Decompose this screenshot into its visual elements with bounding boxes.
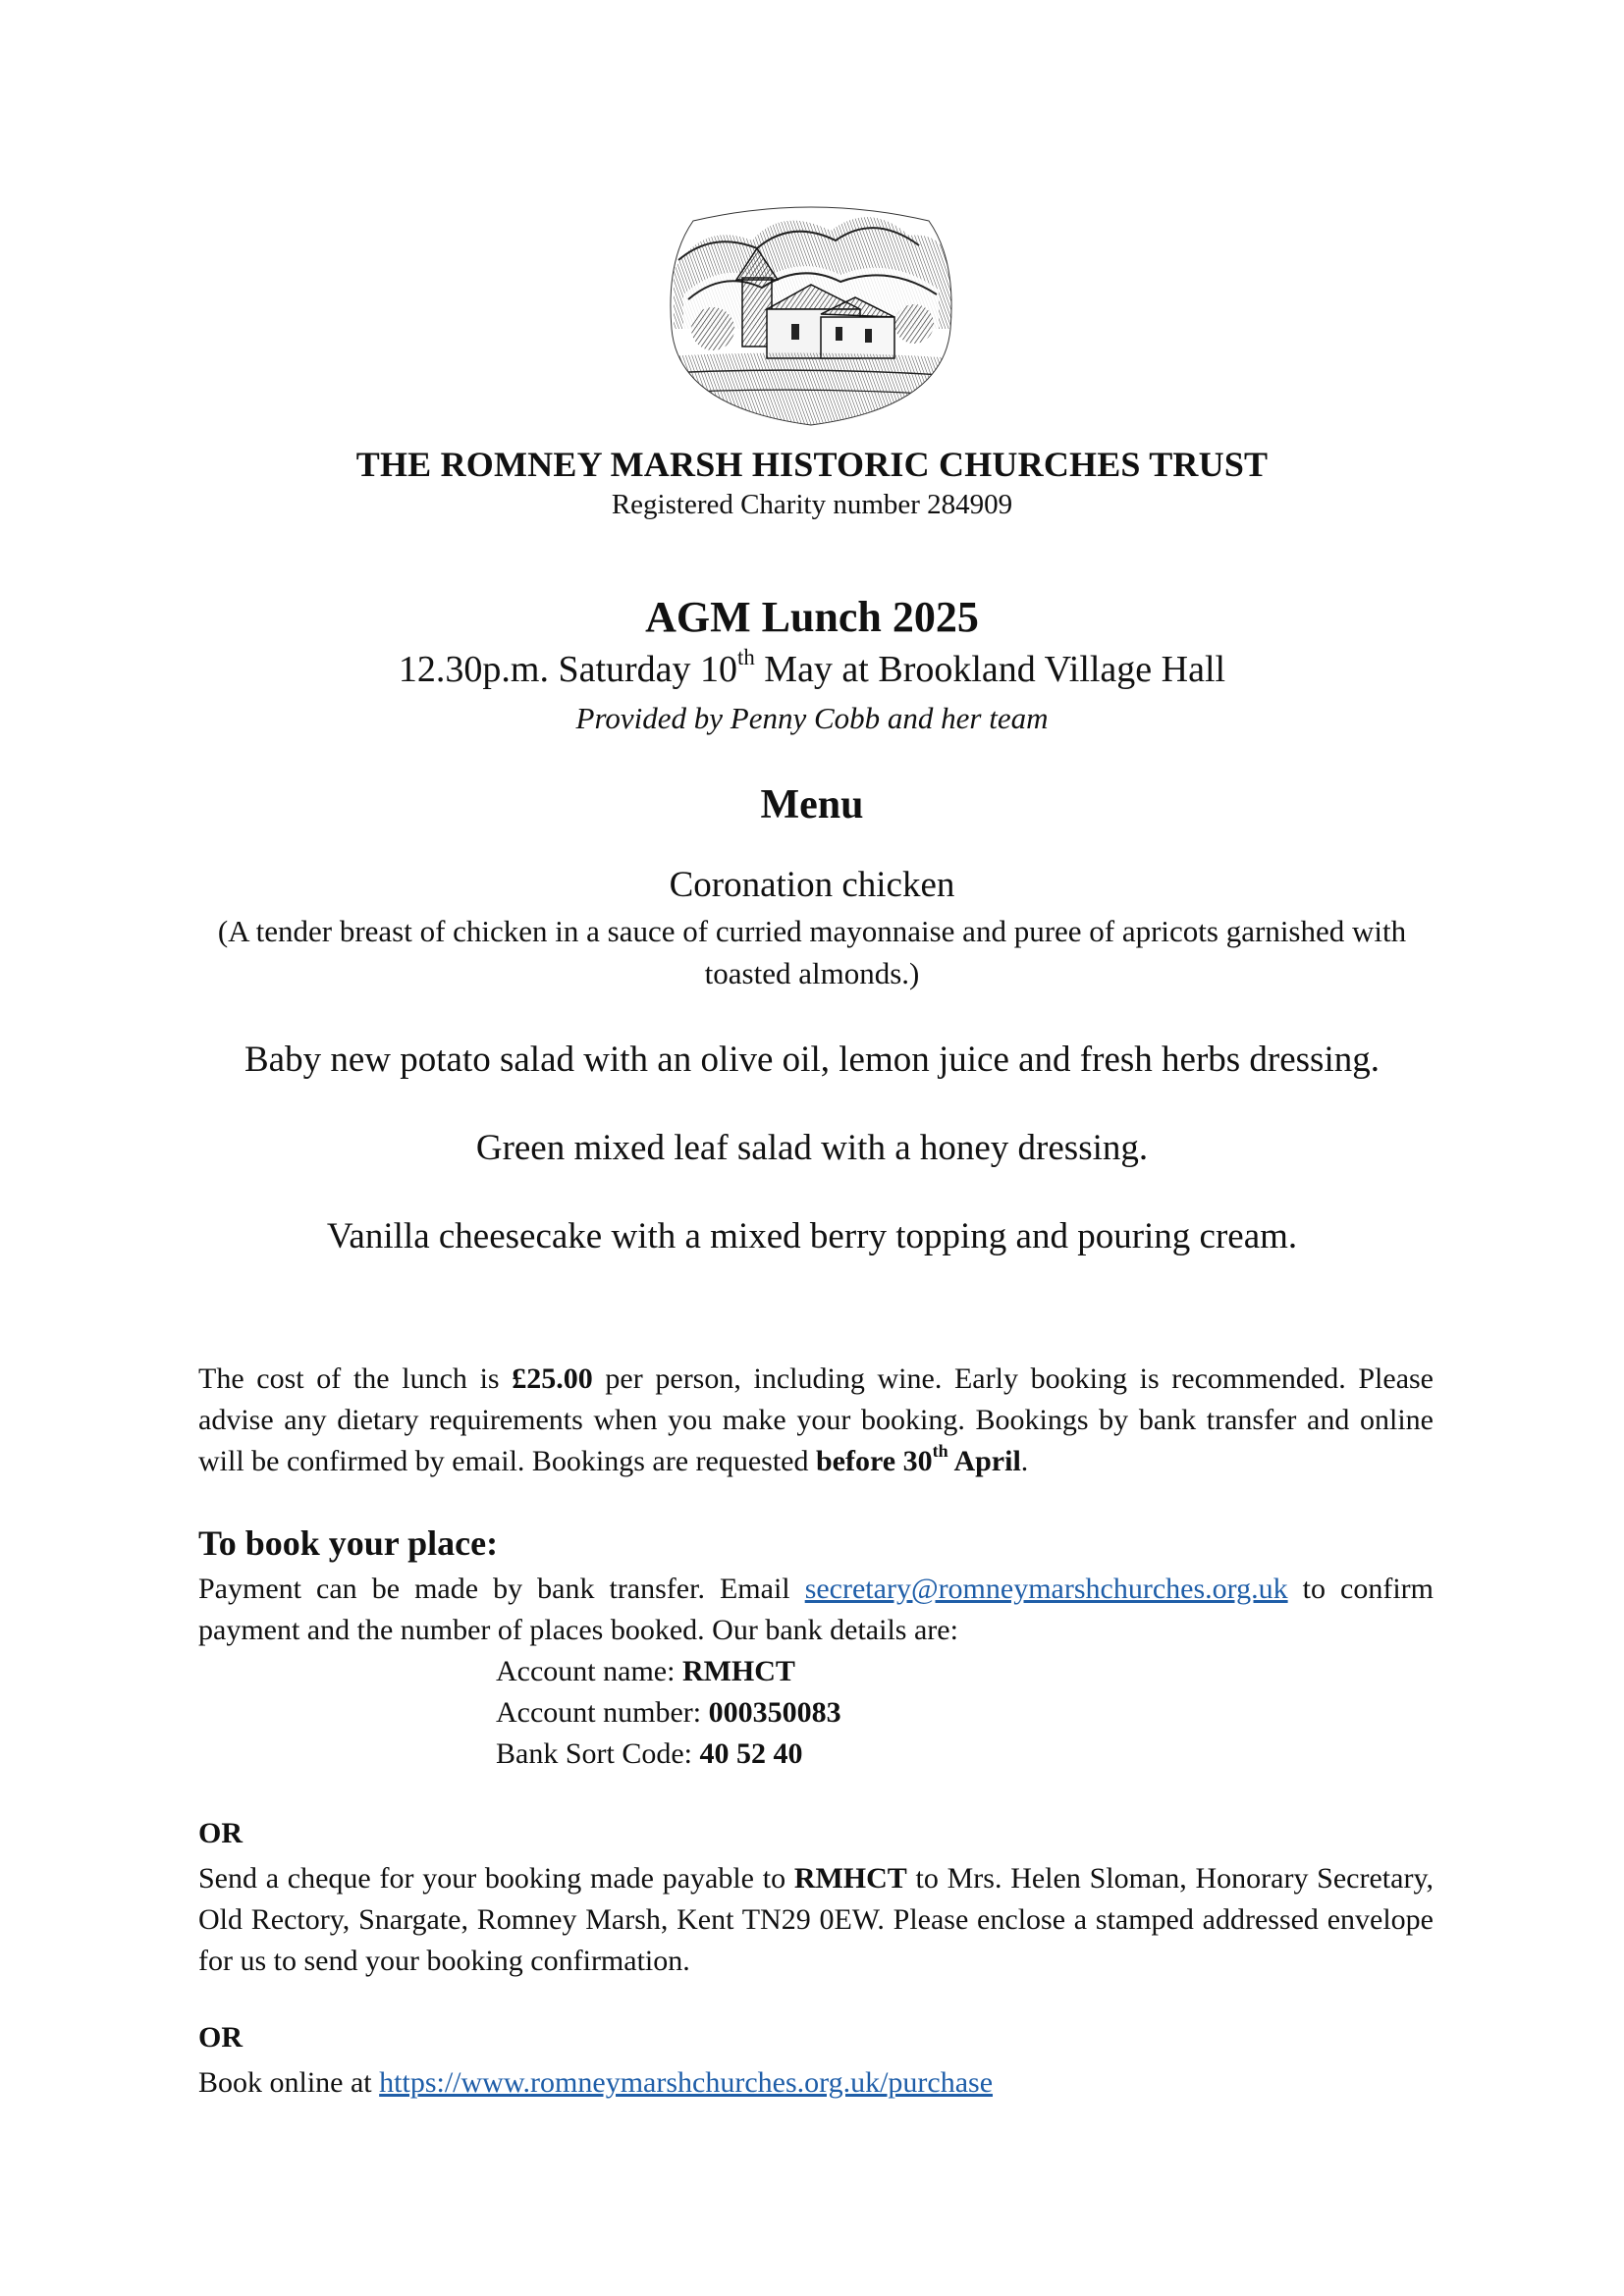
- account-number-label: Account number:: [496, 1696, 709, 1729]
- cheque-payee: RMHCT: [793, 1862, 907, 1895]
- provided-by: Provided by Penny Cobb and her team: [575, 701, 1049, 735]
- cost-text-3: .: [1020, 1445, 1029, 1477]
- cheque-text-2: to Mrs. Helen Sloman, Honorary Secretary, Old Rectory, Snargate, Romney Marsh, Kent TN29 0EW. Please enclose a stamped addressed envelope for us to send your booking confirmation.: [198, 1862, 1435, 1977]
- event-when-sup: th: [737, 644, 755, 669]
- payment-text-2: to confirm payment and the number of places booked. Our bank details are:: [198, 1573, 1434, 1646]
- deadline-suffix: April: [947, 1445, 1021, 1477]
- deadline-prefix: before 30: [816, 1445, 933, 1477]
- payment-text-1: Payment can be made by bank transfer. Email: [198, 1573, 805, 1605]
- or-separator-1: OR: [198, 1817, 243, 1849]
- event-date-location: [0, 644, 1624, 691]
- account-number-row: [496, 1692, 841, 1734]
- menu-item-dessert: Vanilla cheesecake with a mixed berry topping and pouring cream.: [326, 1216, 1298, 1256]
- church-engraving-icon: [664, 201, 958, 429]
- price: £25.00: [512, 1362, 593, 1395]
- online-booking-line: [198, 2062, 993, 2104]
- sort-code-row: [496, 1734, 841, 1775]
- or-separator-2: OR: [198, 2021, 243, 2054]
- cost-text-2: per person, including wine. Early booking is recommended. Please advise any dietary requirements when you make your booking. Bookings by bank transfer and online will be confirmed by email. Bookings are requested: [198, 1362, 1434, 1477]
- event-when-prefix: 12.30p.m. Saturday 10: [398, 649, 738, 690]
- booking-heading: To book your place:: [198, 1523, 499, 1563]
- cheque-paragraph: [198, 1858, 1434, 1982]
- menu-item-main-description: (A tender breast of chicken in a sauce of curried mayonnaise and puree of apricots garnished with toasted almonds.): [217, 914, 1407, 990]
- account-name-row: [496, 1651, 841, 1692]
- organization-name: THE ROMNEY MARSH HISTORIC CHURCHES TRUST: [355, 445, 1269, 484]
- cheque-text-1: Send a cheque for your booking made payable to: [198, 1862, 794, 1895]
- menu-title: Menu: [760, 782, 864, 828]
- account-number-value: 000350083: [708, 1696, 841, 1729]
- menu-item-leaf-salad: Green mixed leaf salad with a honey dressing.: [475, 1128, 1149, 1168]
- menu-item-potato-salad: Baby new potato salad with an olive oil, lemon juice and fresh herbs dressing.: [244, 1040, 1380, 1080]
- event-title: AGM Lunch 2025: [645, 593, 979, 641]
- charity-number: Registered Charity number 284909: [611, 489, 1013, 520]
- account-name-value: RMHCT: [681, 1655, 795, 1687]
- deadline-sup: th: [932, 1441, 948, 1462]
- bank-details: [496, 1651, 841, 1775]
- online-booking-link[interactable]: https://www.romneymarshchurches.org.uk/purchase: [379, 2066, 994, 2099]
- sort-code-label: Bank Sort Code:: [496, 1737, 700, 1770]
- cost-paragraph: [198, 1359, 1434, 1482]
- event-when-suffix: May at Brookland Village Hall: [754, 649, 1226, 690]
- menu-item-main: Coronation chicken: [669, 865, 955, 905]
- payment-paragraph: [198, 1569, 1434, 1651]
- online-text: Book online at: [198, 2066, 380, 2099]
- sort-code-value: 40 52 40: [699, 1737, 803, 1770]
- secretary-email-link[interactable]: secretary@romneymarshchurches.org.uk: [804, 1573, 1288, 1605]
- booking-deadline: [816, 1441, 1021, 1477]
- account-name-label: Account name:: [496, 1655, 682, 1687]
- cost-text-1: The cost of the lunch is: [198, 1362, 513, 1395]
